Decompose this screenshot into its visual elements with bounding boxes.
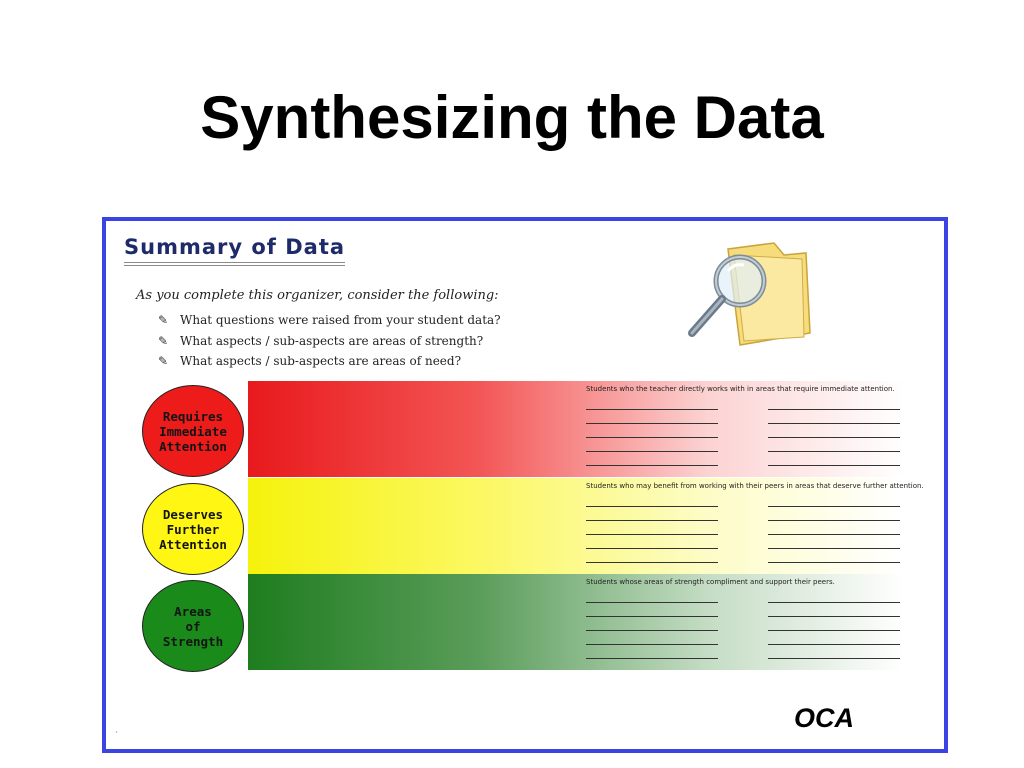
question-text: What questions were raised from your student data? — [180, 313, 501, 328]
band-caption: Students whose areas of strength compliment and support their peers. — [586, 578, 835, 586]
question-text: What aspects / sub-aspects are areas of strength? — [180, 333, 484, 348]
list-item — [158, 310, 501, 331]
writing-line — [768, 644, 900, 645]
question-text: What aspects / sub-aspects are areas of need? — [180, 354, 462, 369]
band-caption: Students who the teacher directly works with in areas that require immediate attention. — [586, 385, 895, 393]
writing-line — [586, 506, 718, 507]
writing-line — [768, 506, 900, 507]
band-areas-of-strength — [248, 574, 904, 670]
band-requires-immediate-attention — [248, 381, 904, 477]
writing-line — [768, 658, 900, 659]
pencil-icon: ✎ — [158, 333, 169, 348]
document-heading: Summary of Data — [124, 235, 345, 266]
writing-line — [768, 520, 900, 521]
writing-line — [768, 437, 900, 438]
writing-line — [586, 644, 718, 645]
pencil-icon: ✎ — [158, 313, 169, 328]
magnifier-folder-icon — [682, 241, 822, 351]
writing-line — [768, 602, 900, 603]
writing-line — [586, 658, 718, 659]
writing-line — [586, 534, 718, 535]
writing-line — [768, 534, 900, 535]
writing-line — [586, 630, 718, 631]
writing-line — [586, 548, 718, 549]
writing-line — [586, 616, 718, 617]
writing-line — [586, 602, 718, 603]
slide-title: Synthesizing the Data — [200, 84, 824, 151]
pencil-icon: ✎ — [158, 354, 169, 369]
org-label: OCA — [794, 703, 854, 733]
footnote-mark: ‘ — [116, 731, 118, 738]
writing-line — [768, 465, 900, 466]
intro-text: As you complete this organizer, consider the following: — [136, 288, 499, 303]
writing-line — [586, 437, 718, 438]
writing-line — [586, 423, 718, 424]
question-list — [158, 310, 501, 372]
writing-line — [768, 630, 900, 631]
circle-deserves-further-attention: Deserves Further Attention — [142, 483, 244, 575]
writing-line — [586, 562, 718, 563]
list-item — [158, 331, 501, 352]
writing-line — [768, 451, 900, 452]
circle-requires-immediate-attention: Requires Immediate Attention — [142, 385, 244, 477]
writing-line — [586, 520, 718, 521]
writing-line — [768, 616, 900, 617]
list-item — [158, 351, 501, 372]
band-deserves-further-attention — [248, 478, 924, 574]
writing-line — [768, 409, 900, 410]
band-caption: Students who may benefit from working with their peers in areas that deserve further attention. — [586, 482, 924, 490]
writing-line — [586, 465, 718, 466]
writing-line — [768, 562, 900, 563]
writing-line — [768, 548, 900, 549]
writing-line — [586, 409, 718, 410]
circle-areas-of-strength: Areas of Strength — [142, 580, 244, 672]
writing-line — [586, 451, 718, 452]
document-frame — [102, 217, 948, 753]
writing-line — [768, 423, 900, 424]
